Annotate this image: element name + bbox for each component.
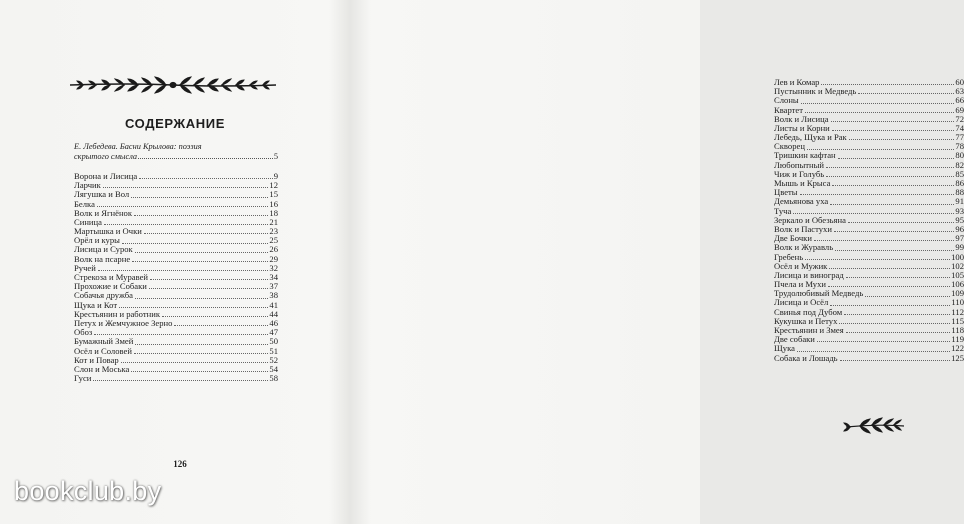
toc-entry-title: Волк на псарне	[74, 253, 131, 264]
toc-entry-page: 86	[955, 178, 964, 189]
toc-entry-title: Гуси	[74, 373, 92, 384]
toc-entry-title: Цветы	[774, 187, 798, 198]
dot-leader	[846, 332, 951, 333]
toc-entry-page: 60	[955, 76, 964, 87]
toc-entry-title: Лебедь, Щука и Рак	[774, 132, 847, 143]
toc-entry-title: Демьянова уха	[774, 196, 829, 207]
toc-entry-page: 72	[955, 113, 964, 124]
toc-entry-title: Петух и Жемчужное Зерно	[74, 317, 173, 328]
toc-entry-title: Мышь и Крыса	[774, 178, 831, 189]
toc-entry[interactable]	[74, 374, 278, 383]
dot-leader	[829, 268, 950, 269]
dot-leader	[844, 314, 950, 315]
toc-entry-title: Туча	[774, 205, 792, 216]
intro-entry-line1: Е. Лебедева. Басни Крылова: поэзия	[74, 142, 202, 151]
intro-entry-line2: скрытого смысла	[74, 151, 138, 161]
toc-entry-page: 29	[269, 253, 278, 264]
dot-leader	[846, 277, 950, 278]
toc-entry[interactable]	[74, 365, 278, 374]
right-page	[350, 0, 964, 524]
toc-entry-page: 115	[951, 315, 964, 326]
dot-leader	[138, 158, 273, 159]
leaf-sprig-icon	[840, 415, 910, 435]
toc-entry[interactable]	[74, 255, 278, 264]
dot-leader	[805, 112, 954, 113]
dot-leader	[848, 222, 955, 223]
toc-entry-title: Лисица и виноград	[774, 269, 844, 280]
toc-entry-page: 96	[955, 223, 964, 234]
toc-entry-page: 15	[269, 189, 278, 200]
toc-entry-title: Зеркало и Обезьяна	[774, 214, 846, 225]
toc-entry-title: Волк и Лисица	[774, 113, 829, 124]
dot-leader	[830, 204, 954, 205]
toc-entry-title: Пчела и Мухи	[774, 279, 826, 290]
dot-leader	[149, 288, 269, 289]
dot-leader	[817, 341, 951, 342]
toc-entry-title: Прохожие и Собаки	[74, 281, 147, 292]
toc-entry-title: Крестьянин и Змея	[774, 325, 844, 336]
toc-entry-title: Трудолюбивый Медведь	[774, 288, 864, 299]
toc-entry-title: Чиж и Голубь	[774, 168, 825, 179]
dot-leader	[797, 351, 950, 352]
toc-entry[interactable]	[774, 87, 964, 96]
dot-leader	[104, 224, 268, 225]
dot-leader	[150, 279, 268, 280]
toc-entry-title: Мартышка и Очки	[74, 226, 142, 237]
toc-entry-title: Гребень	[774, 251, 804, 262]
toc-entry-page: 125	[951, 352, 964, 363]
leaf-garland-icon	[66, 74, 280, 96]
toc-entry-page: 93	[955, 205, 964, 216]
toc-heading: СОДЕРЖАНИЕ	[125, 116, 225, 131]
dot-leader	[800, 194, 955, 195]
toc-entry-page: 112	[951, 306, 964, 317]
dot-leader	[93, 380, 268, 381]
toc-entry-page: 41	[269, 299, 278, 310]
toc-entry-page: 58	[269, 373, 278, 384]
intro-entry-page: 5	[273, 151, 278, 161]
toc-entry-title: Собака и Лошадь	[774, 352, 838, 363]
dot-leader	[840, 360, 951, 361]
toc-entry[interactable]	[74, 190, 278, 199]
toc-entry-page: 85	[955, 168, 964, 179]
toc-entry-page: 122	[951, 343, 964, 354]
toc-entry-title: Слон и Моська	[74, 363, 130, 374]
watermark-logo: bookclub.by	[14, 476, 162, 506]
toc-entry-page: 109	[951, 288, 964, 299]
toc-entry-page: 88	[955, 187, 964, 198]
dot-leader	[865, 296, 950, 297]
toc-entry-page: 106	[951, 279, 964, 290]
toc-entry-title: Орёл и куры	[74, 235, 120, 246]
dot-leader	[814, 240, 954, 241]
dot-leader	[135, 298, 268, 299]
toc-entry[interactable]	[774, 179, 964, 188]
dot-leader	[94, 334, 268, 335]
toc-entry-title: Ларчик	[74, 180, 101, 191]
toc-entry-title: Белка	[74, 198, 95, 209]
toc-entry-page: 18	[269, 207, 278, 218]
toc-entry-title: Две собаки	[774, 334, 815, 345]
dot-leader	[122, 243, 268, 244]
toc-entry-title: Свинья под Дубом	[774, 306, 843, 317]
toc-entry-page: 102	[951, 260, 964, 271]
toc-list-left	[74, 172, 278, 383]
toc-entry-title: Кот и Повар	[74, 354, 119, 365]
toc-entry-page: 66	[955, 95, 964, 106]
toc-entry-page: 47	[269, 327, 278, 338]
toc-entry-page: 34	[269, 272, 278, 283]
dot-leader	[826, 167, 954, 168]
dot-leader	[828, 286, 950, 287]
toc-entry-page: 91	[955, 196, 964, 207]
toc-entry-page: 78	[955, 141, 964, 152]
toc-entry-title: Крестьянин и работник	[74, 308, 160, 319]
dot-leader	[830, 305, 950, 306]
toc-entry[interactable]	[74, 209, 278, 218]
toc-entry-title: Любопытный	[774, 159, 825, 170]
toc-entry-page: 9	[273, 170, 278, 181]
dot-leader	[103, 187, 269, 188]
dot-leader	[162, 316, 268, 317]
toc-entry[interactable]	[774, 197, 964, 206]
toc-entry-title: Щука и Кот	[74, 299, 118, 310]
toc-entry-page: 50	[269, 336, 278, 347]
dot-leader	[858, 93, 954, 94]
dot-leader	[832, 130, 955, 131]
dot-leader	[834, 231, 954, 232]
toc-entry-title: Синица	[74, 216, 102, 227]
toc-entry-title: Кукушка и Петух	[774, 315, 838, 326]
dot-leader	[835, 250, 954, 251]
toc-entry-page: 69	[955, 104, 964, 115]
toc-entry-page: 44	[269, 308, 278, 319]
dot-leader	[131, 371, 268, 372]
toc-entry-page: 37	[269, 281, 278, 292]
toc-entry-page: 105	[951, 269, 964, 280]
toc-entry-page: 12	[269, 180, 278, 191]
toc-entry-page: 52	[269, 354, 278, 365]
toc-entry-page: 99	[955, 242, 964, 253]
dot-leader	[132, 261, 268, 262]
toc-entry-title: Пустынник и Медведь	[774, 86, 857, 97]
dot-leader	[826, 176, 954, 177]
toc-entry-title: Слоны	[774, 95, 799, 106]
dot-leader	[801, 103, 955, 104]
toc-entry-title: Две Бочки	[774, 233, 812, 244]
dot-leader	[821, 84, 954, 85]
toc-entry-page: 51	[269, 345, 278, 356]
toc-entry-page: 100	[951, 251, 964, 262]
toc-entry-title: Осёл и Мужик	[774, 260, 828, 271]
toc-entry-page: 54	[269, 363, 278, 374]
toc-entry-page: 16	[269, 198, 278, 209]
dot-leader	[849, 139, 955, 140]
toc-entry-page: 80	[955, 150, 964, 161]
dot-leader	[134, 353, 268, 354]
toc-entry-title: Лисица и Сурок	[74, 244, 133, 255]
toc-entry-title: Тришкин кафтан	[774, 150, 836, 161]
toc-entry-title: Лисица и Осёл	[774, 297, 829, 308]
toc-entry-title: Лягушка и Вол	[74, 189, 130, 200]
toc-entry-title: Листы и Корни	[774, 122, 830, 133]
toc-entry-title: Волк и Журавль	[774, 242, 834, 253]
toc-entry-page: 110	[951, 297, 964, 308]
toc-entry-title: Собачья дружба	[74, 290, 133, 301]
toc-entry-page: 21	[269, 216, 278, 227]
toc-entry-title: Бумажный Змей	[74, 336, 134, 347]
toc-entry-title: Волк и Пастухи	[774, 223, 832, 234]
toc-entry-title: Осёл и Соловей	[74, 345, 132, 356]
toc-entry-page: 82	[955, 159, 964, 170]
dot-leader	[135, 252, 269, 253]
dot-leader	[134, 215, 268, 216]
dot-leader	[174, 325, 268, 326]
dot-leader	[838, 158, 955, 159]
toc-entry-page: 32	[269, 262, 278, 273]
left-page	[0, 0, 350, 524]
toc-entry-page: 25	[269, 235, 278, 246]
page-number: 126	[173, 459, 187, 469]
toc-entry[interactable]	[74, 319, 278, 328]
toc-entry-page: 118	[951, 325, 964, 336]
toc-entry-title: Скворец	[774, 141, 805, 152]
toc-entry-page: 74	[955, 122, 964, 133]
toc-entry-title: Волк и Ягнёнок	[74, 207, 133, 218]
dot-leader	[793, 213, 954, 214]
dot-leader	[135, 344, 268, 345]
intro-entry[interactable]	[74, 142, 278, 161]
toc-entry-title: Лев и Комар	[774, 76, 820, 87]
toc-entry-page: 38	[269, 290, 278, 301]
dot-leader	[831, 121, 955, 122]
dot-leader	[144, 233, 269, 234]
toc-entry-page: 23	[269, 226, 278, 237]
toc-entry[interactable]	[774, 335, 964, 344]
toc-entry-page: 97	[955, 233, 964, 244]
toc-entry-page: 77	[955, 132, 964, 143]
dot-leader	[807, 149, 954, 150]
dot-leader	[121, 362, 269, 363]
toc-entry-page: 63	[955, 86, 964, 97]
toc-entry-title: Квартет	[774, 104, 803, 115]
toc-entry-page: 95	[955, 214, 964, 225]
toc-entry[interactable]	[74, 172, 278, 181]
dot-leader	[139, 178, 273, 179]
toc-entry-title: Ручей	[74, 262, 96, 273]
dot-leader	[97, 206, 269, 207]
dot-leader	[98, 270, 269, 271]
dot-leader	[839, 323, 950, 324]
toc-entry-title: Стрекоза и Муравей	[74, 272, 148, 283]
dot-leader	[131, 197, 268, 198]
dot-leader	[805, 259, 950, 260]
dot-leader	[119, 307, 268, 308]
toc-entry-title: Щука	[774, 343, 795, 354]
toc-entry-page: 26	[269, 244, 278, 255]
dot-leader	[832, 185, 954, 186]
toc-entry-page: 46	[269, 317, 278, 328]
toc-entry[interactable]	[774, 354, 964, 363]
toc-entry-page: 119	[951, 334, 964, 345]
toc-list-right	[774, 78, 964, 363]
toc-entry-title: Ворона и Лисица	[74, 170, 138, 181]
toc-entry-title: Обоз	[74, 327, 93, 338]
